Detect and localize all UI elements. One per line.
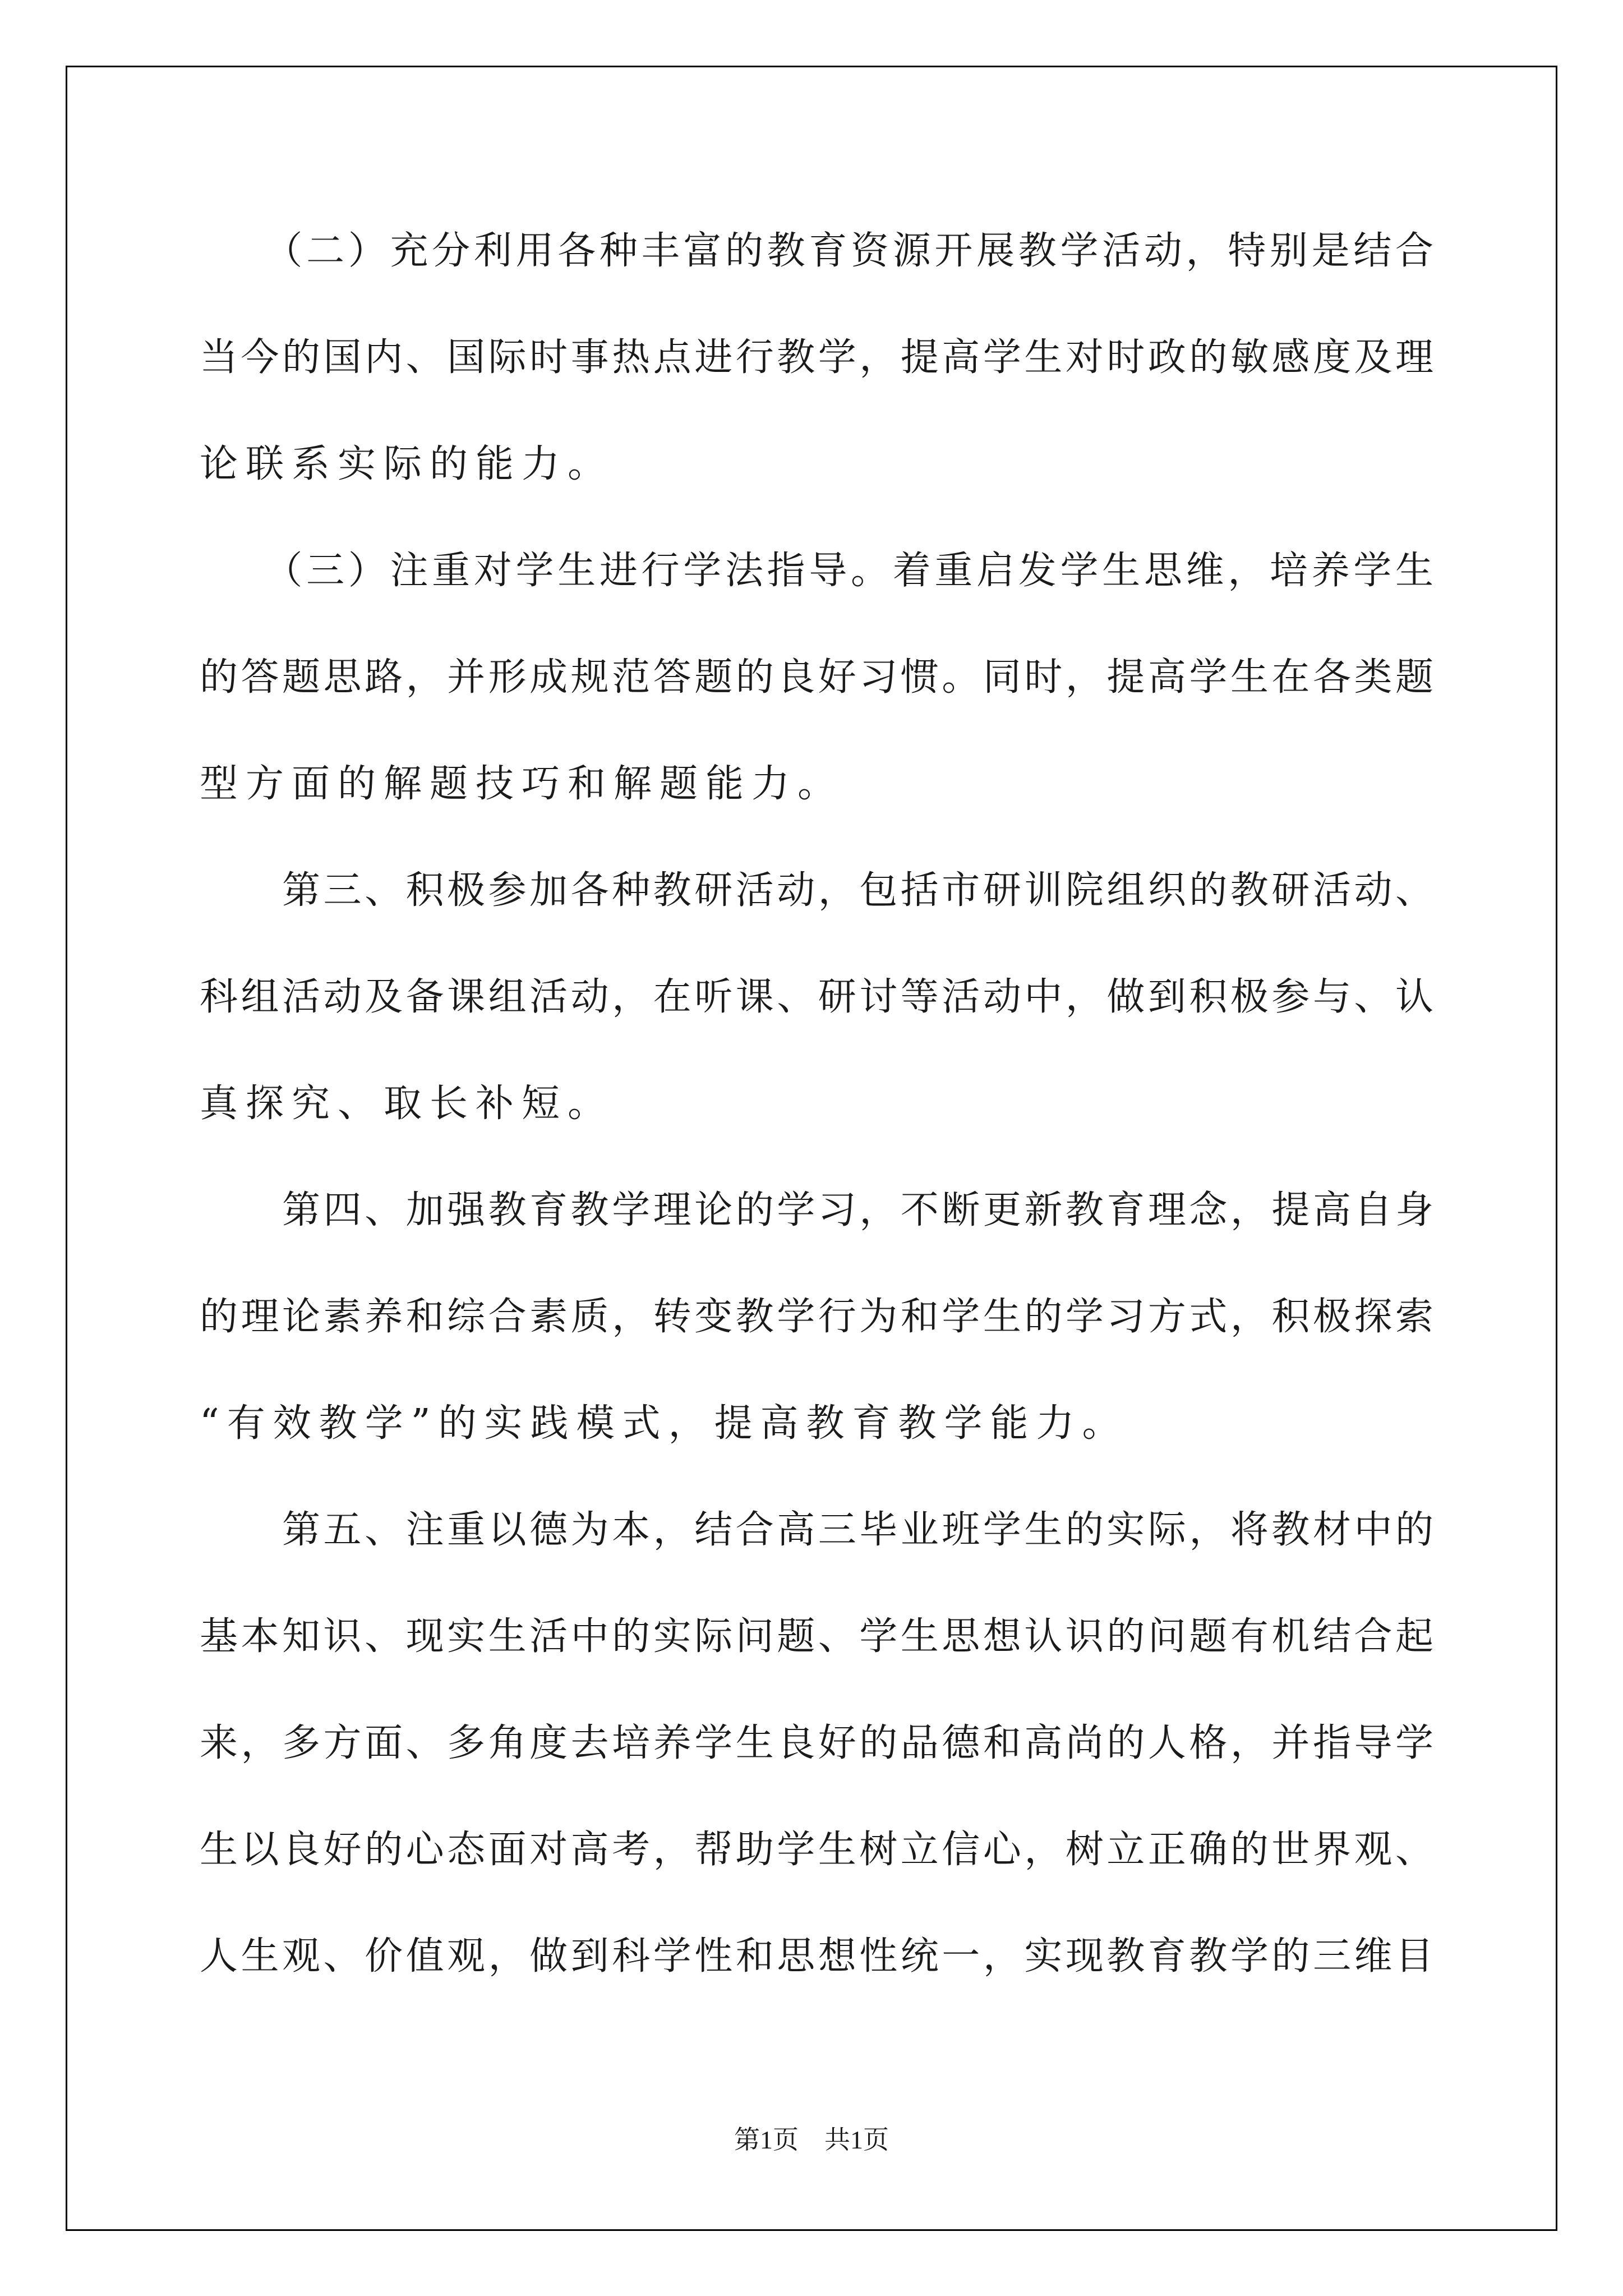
text-line: 型方面的解题技巧和解题能力。: [200, 762, 844, 806]
text-line: 的答题思路，并形成规范答题的良好习惯。同时，提高学生在各类题: [200, 655, 1433, 700]
text-line: 第四、加强教育教学理论的学习，不断更新教育理念，提高自身: [200, 1188, 1433, 1232]
text-line: 真探究、取长补短。: [200, 1082, 614, 1126]
text-line: 第三、积极参加各种教研活动，包括市研训院组织的教研活动、: [200, 868, 1433, 913]
text-line: 基本知识、现实生活中的实际问题、学生思想认识的问题有机结合起: [200, 1614, 1433, 1659]
text-line: 第五、注重以德为本，结合高三毕业班学生的实际，将教材中的: [200, 1508, 1433, 1552]
text-line: 来，多方面、多角度去培养学生良好的品德和高尚的人格，并指导学: [200, 1721, 1433, 1765]
text-line: （二）充分利用各种丰富的教育资源开展教学活动，特别是结合: [200, 229, 1433, 273]
page-footer: 第1页 共1页: [734, 2125, 889, 2154]
text-line: 当今的国内、国际时事热点进行教学，提高学生对时政的敏感度及理: [200, 335, 1433, 380]
text-line: 生以良好的心态面对高考，帮助学生树立信心，树立正确的世界观、: [200, 1828, 1433, 1872]
text-line: （三）注重对学生进行学法指导。着重启发学生思维，培养学生: [200, 549, 1433, 593]
text-line: 的理论素养和综合素质，转变教学行为和学生的学习方式，积极探索: [200, 1295, 1433, 1339]
text-line: 科组活动及备课组活动，在听课、研讨等活动中，做到积极参与、认: [200, 975, 1433, 1019]
text-line: 论联系实际的能力。: [200, 442, 614, 486]
text-line: “有效教学”的实践模式，提高教育教学能力。: [200, 1401, 1128, 1446]
text-line: 人生观、价值观，做到科学性和思想性统一，实现教育教学的三维目: [200, 1934, 1433, 1978]
